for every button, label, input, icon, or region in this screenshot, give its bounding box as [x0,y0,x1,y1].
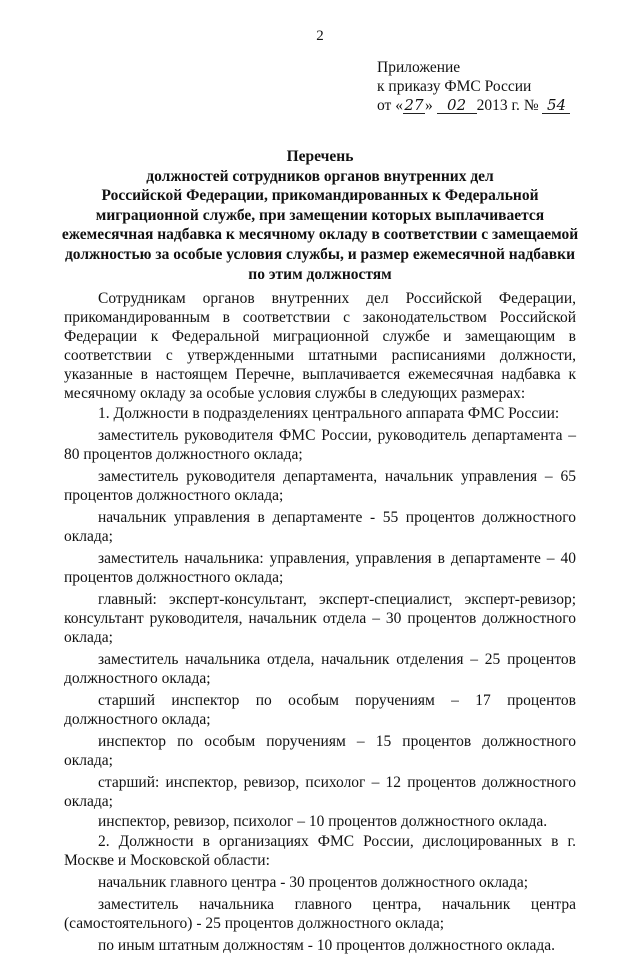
list-item: главный: эксперт-консультант, эксперт-специалист, эксперт-ревизор; консультант руководителя, начальник отдела – 30 процентов должностного оклада; [64,591,576,646]
title-line: должностей сотрудников органов внутренних дел [146,167,494,185]
handwritten-month: 02 [437,98,477,114]
list-item: заместитель начальника главного центра, начальник центра (самостоятельного) - 25 процентов должностного оклада; [64,896,576,932]
list-item: заместитель руководителя департамента, начальник управления – 65 процентов должностного оклада; [64,468,576,504]
list-item: старший: инспектор, ревизор, психолог – 12 процентов должностного оклада; [64,774,576,810]
title-line: по этим должностям [248,265,392,283]
document-body [64,289,576,956]
page-number: 2 [316,28,324,44]
list-item: по иным штатным должностям - 10 процентов должностного оклада. [98,937,556,954]
list-item: заместитель начальника отдела, начальник отделения – 25 процентов должностного оклада; [64,651,576,687]
title-line: Перечень [286,148,354,165]
list-item: начальник управления в департаменте - 55 процентов должностного оклада; [64,509,576,545]
title-line: миграционной службе, при замещении которых выплачивается [95,206,545,224]
annex-title: Приложение [377,59,461,76]
handwritten-number: 54 [542,98,570,114]
title-line: ежемесячная надбавка к месячному окладу в соответствии с замещаемой [61,226,579,244]
title-line: Российской Федерации, прикомандированных к Федеральной [101,187,539,205]
date-prefix: от « [377,97,403,114]
date-year: 2013 г. [476,97,520,114]
list-item: заместитель начальника: управления, управления в департаменте – 40 процентов должностного оклада; [64,550,576,586]
list-item: инспектор по особым поручениям – 15 процентов должностного оклада; [64,733,576,769]
list-item: начальник главного центра - 30 процентов должностного оклада; [98,874,529,891]
section-1-heading: 1. Должности в подразделениях центрального аппарата ФМС России: [98,405,560,422]
document-title [60,147,580,284]
annex-date-line [377,96,570,115]
date-separator: » [424,97,433,114]
intro-paragraph: Сотрудникам органов внутренних дел Российской Федерации, прикомандированным в соответствии с законодательством Российской Федерации к Федеральной миграционной службе и замещающим в соответствии с утвержденными штатными расписаниями должности, указанные в настоящем Перечне, выплачивается ежемесячная надбавка к месячному окладу за особые условия службы в следующих размерах: [64,290,576,402]
handwritten-day: 27 [404,96,424,114]
number-label: № [523,97,539,114]
list-item: инспектор, ревизор, психолог – 10 процентов должностного оклада. [98,813,548,830]
section-2-heading: 2. Должности в организациях ФМС России, дислоцированных в г. Москве и Московской области: [64,833,576,869]
annex-order-ref: к приказу ФМС России [377,78,532,95]
list-item: заместитель руководителя ФМС России, руководитель департамента – 80 процентов должностного оклада; [64,427,576,463]
list-item: старший инспектор по особым поручениям – 17 процентов должностного оклада; [64,692,576,728]
annex-header [377,58,570,115]
title-line: должностью за особые условия службы, и размер ежемесячной надбавки [64,245,576,263]
